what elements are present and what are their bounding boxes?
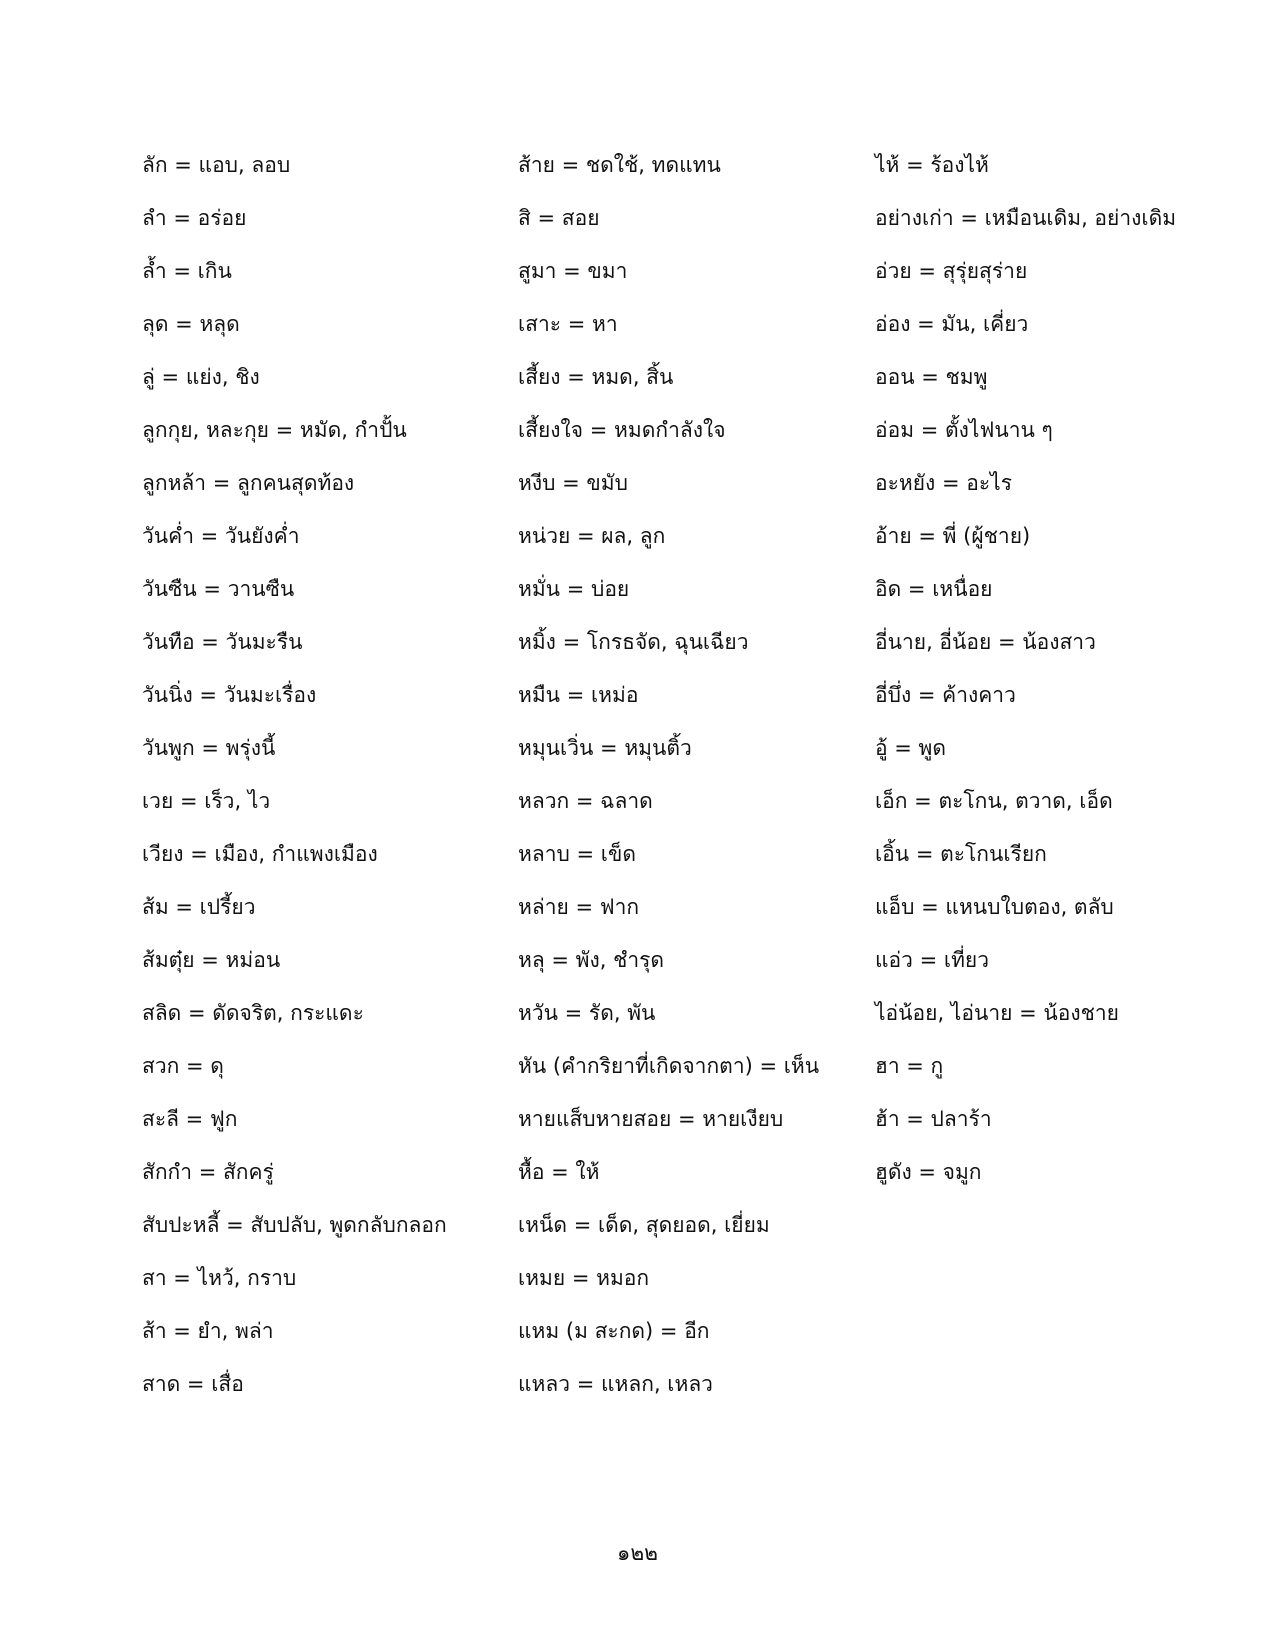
glossary-entry: อี่บึ่ง = ค้างคาว [875, 683, 1016, 707]
glossary-entry: หมุนเวิ่น = หมุนติ้ว [518, 736, 692, 760]
glossary-entry: อะหยัง = อะไร [875, 471, 1012, 495]
glossary-entry: สูมา = ขมา [518, 259, 628, 283]
glossary-entry: ลูกหล้า = ลูกคนสุดท้อง [142, 471, 355, 495]
glossary-entry: ล้ำ = เกิน [142, 259, 232, 283]
glossary-entry: เอิ้น = ตะโกนเรียก [875, 842, 1047, 866]
glossary-column-2 [518, 152, 858, 1424]
glossary-entry: วันพูก = พรุ่งนี้ [142, 736, 276, 760]
glossary-column-3 [875, 152, 1255, 1212]
glossary-entry: หัน (คำกริยาที่เกิดจากตา) = เห็น [518, 1054, 820, 1078]
glossary-entry: เสี้ยงใจ = หมดกำลังใจ [518, 418, 726, 442]
glossary-entry: ออน = ชมพู [875, 365, 988, 389]
glossary-entry: หลุ = พัง, ชำรุด [518, 948, 665, 972]
glossary-entry: อ่อม = ตั้งไฟนาน ๆ [875, 418, 1053, 442]
glossary-entry: เอ็ก = ตะโกน, ตวาด, เอ็ด [875, 789, 1113, 813]
glossary-entry: เวียง = เมือง, กำแพงเมือง [142, 842, 378, 866]
glossary-entry: อู้ = พูด [875, 736, 947, 760]
glossary-entry: หล่าย = ฟาก [518, 895, 640, 919]
glossary-column-1 [142, 152, 482, 1424]
glossary-entry: ลู่ = แย่ง, ชิง [142, 365, 260, 389]
glossary-entry: วันทือ = วันมะรืน [142, 630, 303, 654]
glossary-entry: ลำ = อร่อย [142, 206, 247, 230]
glossary-entry: แหม (ม สะกด) = อีก [518, 1319, 710, 1343]
glossary-entry: ฮูดัง = จมูก [875, 1160, 982, 1184]
glossary-entry: หวัน = รัด, พัน [518, 1001, 656, 1025]
glossary-entry: สวก = ดุ [142, 1054, 224, 1078]
glossary-entry: แอ่ว = เที่ยว [875, 948, 990, 972]
glossary-entry: วันนิ่ง = วันมะเรื่อง [142, 683, 317, 707]
glossary-entry: หน่วย = ผล, ลูก [518, 524, 666, 548]
glossary-entry: ฮ้า = ปลาร้า [875, 1107, 992, 1131]
glossary-entry: ส้มตุ๋ย = หม่อน [142, 948, 281, 972]
glossary-entry: เสาะ = หา [518, 312, 618, 336]
glossary-entry: วันค่ำ = วันยังค่ำ [142, 524, 300, 548]
glossary-entry: หื้อ = ให้ [518, 1160, 600, 1184]
glossary-entry: แอ็บ = แหนบใบตอง, ตลับ [875, 895, 1114, 919]
glossary-entry: หมั่น = บ่อย [518, 577, 630, 601]
glossary-entry: ลุด = หลุด [142, 312, 240, 336]
glossary-entry: เสี้ยง = หมด, สิ้น [518, 365, 674, 389]
page-number: ๑๒๒ [616, 1541, 658, 1565]
glossary-entry: หมิ้ง = โกรธจัด, ฉุนเฉียว [518, 630, 749, 654]
glossary-entry: วันซืน = วานซืน [142, 577, 295, 601]
glossary-entry: ส้า = ยำ, พล่า [142, 1319, 274, 1343]
glossary-entry: อิด = เหนื่อย [875, 577, 993, 601]
glossary-entry: ฮา = กู [875, 1054, 944, 1078]
glossary-entry: อี่นาย, อี่น้อย = น้องสาว [875, 630, 1096, 654]
glossary-entry: สับปะหลี้ = สับปลับ, พูดกลับกลอก [142, 1213, 447, 1237]
glossary-entry: เวย = เร็ว, ไว [142, 789, 271, 813]
glossary-entry: สา = ไหว้, กราบ [142, 1266, 297, 1290]
glossary-entry: สลิด = ดัดจริต, กระแดะ [142, 1001, 364, 1025]
glossary-entry: อย่างเก่า = เหมือนเดิม, อย่างเดิม [875, 206, 1177, 230]
glossary-entry: สาด = เสื่อ [142, 1372, 244, 1396]
glossary-entry: ส้ม = เปรี้ยว [142, 895, 256, 919]
glossary-entry: หายแส็บหายสอย = หายเงียบ [518, 1107, 784, 1131]
glossary-entry: หมืน = เหม่อ [518, 683, 639, 707]
glossary-entry: หงีบ = ขมับ [518, 471, 628, 495]
glossary-entry: ส้าย = ชดใช้, ทดแทน [518, 153, 721, 177]
glossary-entry: อ้าย = พี่ (ผู้ชาย) [875, 524, 1031, 548]
glossary-entry: ลัก = แอบ, ลอบ [142, 153, 291, 177]
glossary-entry: แหลว = แหลก, เหลว [518, 1372, 713, 1396]
glossary-entry: ลูกกุย, หละกุย = หมัด, กำปั้น [142, 418, 407, 442]
glossary-entry: หลวก = ฉลาด [518, 789, 653, 813]
glossary-entry: หลาบ = เข็ด [518, 842, 636, 866]
glossary-entry: ไอ่น้อย, ไอ่นาย = น้องชาย [875, 1001, 1119, 1025]
glossary-entry: อ่วย = สุรุ่ยสุร่าย [875, 259, 1028, 283]
glossary-entry: สะลี = ฟูก [142, 1107, 238, 1131]
glossary-entry: เหมย = หมอก [518, 1266, 650, 1290]
glossary-entry: สักกำ = สักครู่ [142, 1160, 274, 1184]
glossary-entry: อ่อง = มัน, เคี่ยว [875, 312, 1029, 336]
glossary-entry: ไห้ = ร้องไห้ [875, 153, 989, 177]
glossary-entry: เหน็ด = เด็ด, สุดยอด, เยี่ยม [518, 1213, 770, 1237]
glossary-entry: สิ = สอย [518, 206, 600, 230]
